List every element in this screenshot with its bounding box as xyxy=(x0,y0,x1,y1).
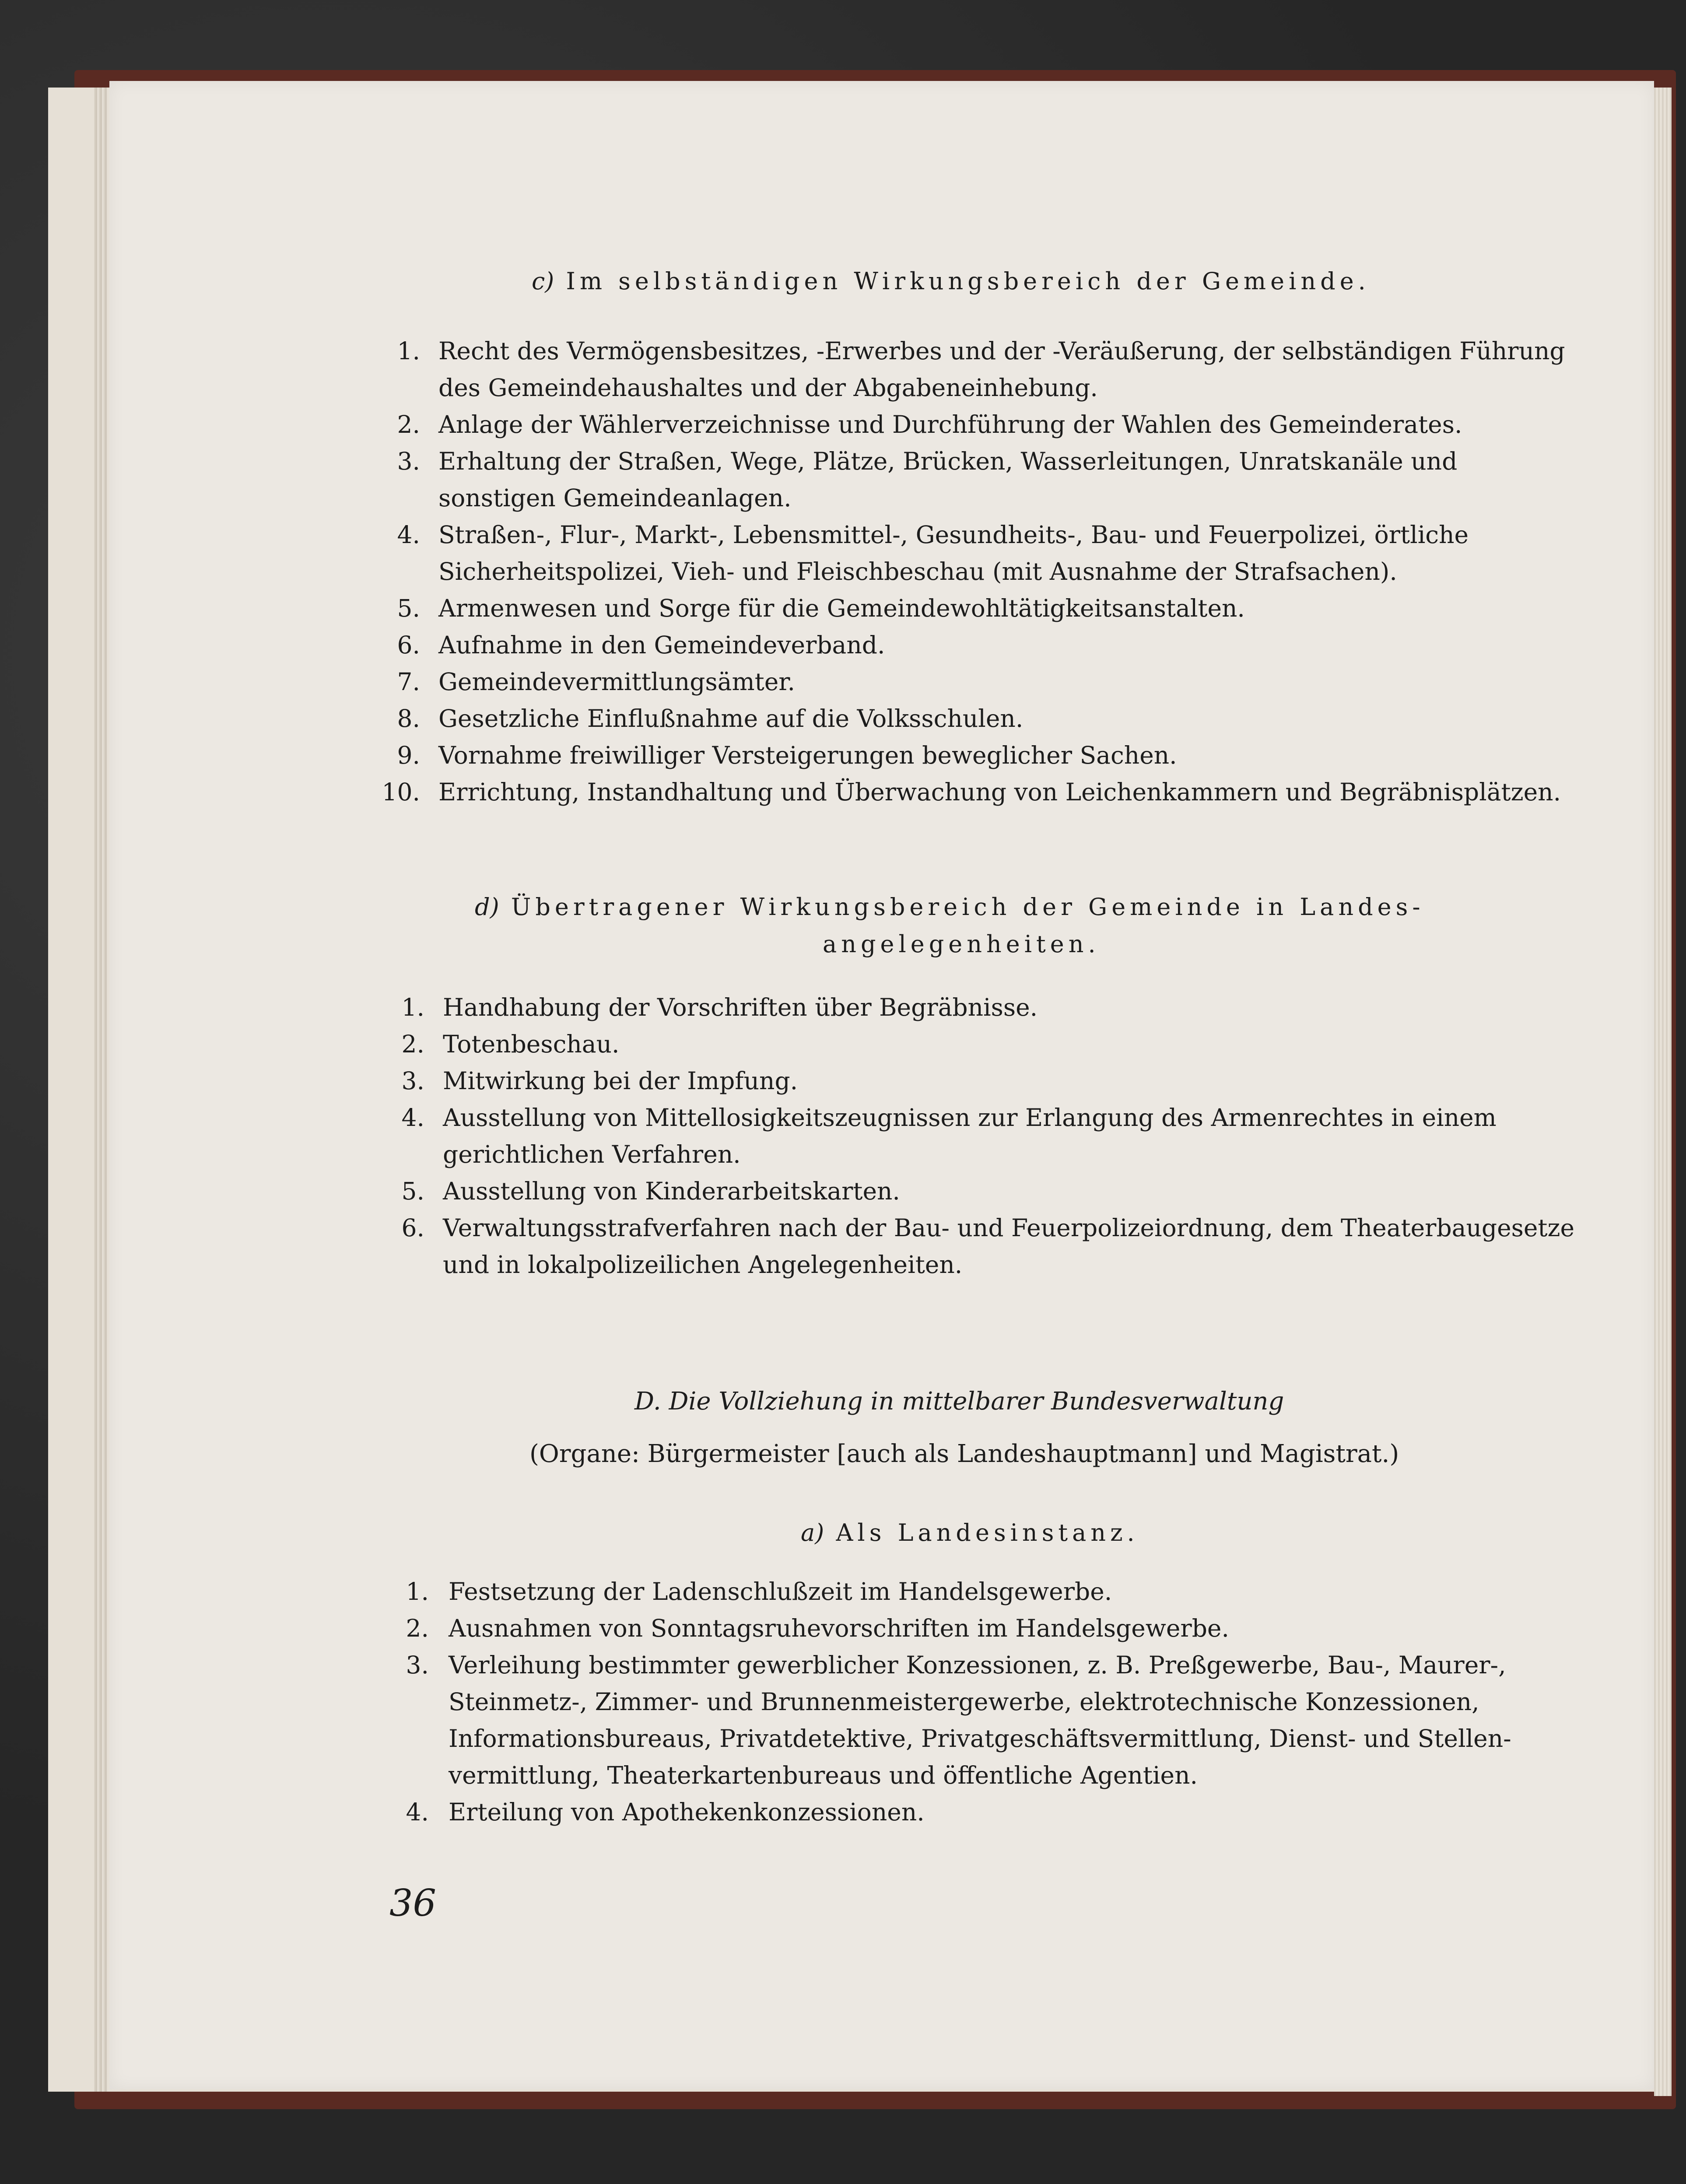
section-a-label: a) xyxy=(801,1519,824,1546)
list-item-text: vermittlung, Theaterkartenbureaus und öffentliche Agentien. xyxy=(449,1761,1198,1789)
section-D-title: D. Die Vollziehung in mittelbarer Bundesverwaltung xyxy=(634,1387,1284,1416)
list-item-number: 2. xyxy=(397,410,420,438)
list-item-number: 7. xyxy=(397,668,420,696)
page-edges-right xyxy=(1654,88,1672,2096)
list-item-text: Ausnahmen von Sonntagsruhevorschriften im Handelsgewerbe. xyxy=(449,1614,1229,1642)
list-item-text: Festsetzung der Ladenschlußzeit im Handelsgewerbe. xyxy=(449,1578,1112,1606)
list-item-number: 4. xyxy=(397,521,420,549)
list-item-number: 1. xyxy=(397,337,420,365)
section-d-label: d) xyxy=(475,893,499,921)
section-d-heading-line1 xyxy=(475,888,1425,926)
section-d-heading-line2 xyxy=(823,925,1100,963)
list-item-number: 1. xyxy=(401,993,424,1021)
list-item-text: Handhabung der Vorschriften über Begräbnisse. xyxy=(443,993,1038,1021)
list-item-text: Aufnahme in den Gemeindeverband. xyxy=(438,631,885,659)
section-d-title-line2: angelegenheiten. xyxy=(823,930,1100,958)
section-a-heading xyxy=(801,1514,1139,1552)
section-c-title: Im selbständigen Wirkungsbereich der Gemeinde. xyxy=(566,267,1370,295)
list-item-text: Gesetzliche Einflußnahme auf die Volksschulen. xyxy=(438,705,1024,733)
section-c-heading xyxy=(532,263,1370,300)
list-item-text: Armenwesen und Sorge für die Gemeindewohltätigkeitsanstalten. xyxy=(438,594,1245,622)
list-item-number: 4. xyxy=(406,1798,429,1826)
list-item-text: Erhaltung der Straßen, Wege, Plätze, Brücken, Wasserleitungen, Unratskanäle und xyxy=(438,447,1458,475)
list-item-number: 6. xyxy=(401,1214,424,1242)
list-item-text: und in lokalpolizeilichen Angelegenheiten. xyxy=(443,1251,963,1279)
page-edges-left xyxy=(94,88,108,2092)
section-c-label: c) xyxy=(532,267,554,295)
list-item-text: Ausstellung von Kinderarbeitskarten. xyxy=(443,1177,900,1205)
list-item-number: 2. xyxy=(406,1614,429,1642)
list-item-text: gerichtlichen Verfahren. xyxy=(443,1140,741,1168)
list-item-text: Informationsbureaus, Privatdetektive, Privatgeschäftsvermittlung, Dienst- und Stellen- xyxy=(449,1725,1511,1753)
list-item-number: 6. xyxy=(397,631,420,659)
list-item-number: 3. xyxy=(406,1651,429,1679)
list-item-number: 9. xyxy=(397,741,420,769)
list-item-number: 3. xyxy=(397,447,420,475)
list-item-text: Ausstellung von Mittellosigkeitszeugnissen zur Erlangung des Armenrechtes in einem xyxy=(443,1104,1497,1132)
section-D-organe: (Organe: Bürgermeister [auch als Landeshauptmann] und Magistrat.) xyxy=(529,1440,1399,1468)
list-item-text: Verwaltungsstrafverfahren nach der Bau- und Feuerpolizeiordnung, dem Theaterbaugesetze xyxy=(443,1214,1575,1242)
list-item-text: Erteilung von Apothekenkonzessionen. xyxy=(449,1798,925,1826)
list-item-number: 5. xyxy=(397,594,420,622)
list-item-text: Totenbeschau. xyxy=(443,1030,620,1058)
list-item-text: Recht des Vermögensbesitzes, -Erwerbes und der -Veräußerung, der selbständigen Führung xyxy=(438,337,1565,365)
list-item-text: Steinmetz-, Zimmer- und Brunnenmeistergewerbe, elektrotechnische Konzessionen, xyxy=(449,1688,1479,1716)
list-item-number: 5. xyxy=(401,1177,424,1205)
list-item-text: des Gemeindehaushaltes und der Abgabeneinhebung. xyxy=(438,374,1098,402)
page-number: 36 xyxy=(389,1882,436,1925)
list-item-number: 1. xyxy=(406,1578,429,1606)
list-item-number: 2. xyxy=(401,1030,424,1058)
list-item-text: Anlage der Wählerverzeichnisse und Durchführung der Wahlen des Gemeinderates. xyxy=(438,410,1462,438)
list-item-text: Verleihung bestimmter gewerblicher Konzessionen, z. B. Preßgewerbe, Bau-, Maurer-, xyxy=(449,1651,1506,1679)
list-item-text: sonstigen Gemeindeanlagen. xyxy=(438,484,792,512)
section-a-title: Als Landesinstanz. xyxy=(836,1519,1139,1546)
list-item-text: Mitwirkung bei der Impfung. xyxy=(443,1067,798,1095)
list-item-number: 10. xyxy=(382,778,420,806)
list-item-text: Vornahme freiwilliger Versteigerungen beweglicher Sachen. xyxy=(438,741,1177,769)
list-item-text: Errichtung, Instandhaltung und Überwachung von Leichenkammern und Begräbnisplätzen. xyxy=(438,778,1561,806)
list-item-text: Sicherheitspolizei, Vieh- und Fleischbeschau (mit Ausnahme der Strafsachen). xyxy=(438,557,1397,585)
list-item-number: 3. xyxy=(401,1067,424,1095)
list-item-number: 8. xyxy=(397,705,420,733)
list-item-text: Straßen-, Flur-, Markt-, Lebensmittel-, Gesundheits-, Bau- und Feuerpolizei, örtliche xyxy=(438,521,1469,549)
list-item-text: Gemeindevermittlungsämter. xyxy=(438,668,796,696)
list-item-number: 4. xyxy=(401,1104,424,1132)
section-d-title-line1: Übertragener Wirkungsbereich der Gemeinde in Landes- xyxy=(511,893,1425,921)
